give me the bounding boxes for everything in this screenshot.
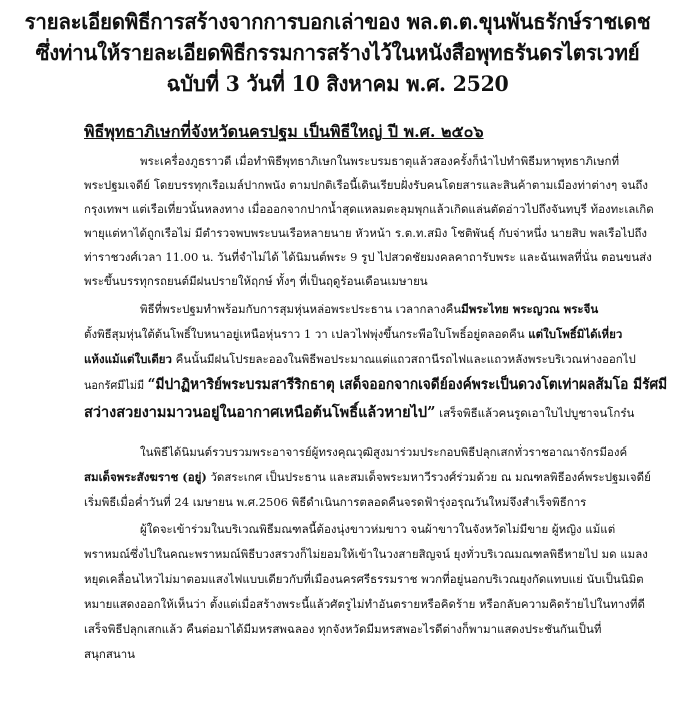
paragraph-2-line-3-bold: แห้งแม้แต่ใบเดียว [84,352,172,366]
paragraph-4-line-3: หยุดเคลื่อนไหวไม่มาตอมแสงไฟแบบเดียวกับที่เมืองนครศรีธรรมราช พวกที่อยู่นอกบริเวณยุงกัดแทบแย่ นับเป็นนิมิต [84,572,644,586]
header-line-2: ซึ่งท่านให้รายละเอียดพิธีกรรมการสร้างไว้ในหนังสือพุทธรันดรไตรเวทย์ [35,40,640,65]
paragraph-1-line-3: กรุงเทพฯ แต่เรือเที่ยวนั้นหลงทาง เมื่อออกจากปากน้ำสุดแหลมตะลุมพุกแล้วเกิดแล่นตัดอ่าวไปถึงจันทบุรี ท้องทะเลเกิด [84,202,654,216]
paragraph-1-line-2: พระปฐมเจดีย์ โดยบรรทุกเรือเมล์ปากพนัง ตามปกติเรือนี้เดินเรียบฝั่งรับคนโดยสารและสินค้าตามเมืองท่าต่างๆ จนถึง [84,178,649,192]
paragraph-3-line-2 [84,469,651,485]
paragraph-2-line-3 [84,351,636,367]
paragraph-3-line-1: ในพิธีได้นิมนต์รวบรวมพระอาจารย์ผู้ทรงคุณวุฒิสูงมาร่วมประกอบพิธีปลุกเสกทั่วราชอาณาจักรมีองค์ [140,445,628,459]
paragraph-4-line-2: พราหมณ์ซึ่งไปในคณะพราหมณ์พิธีบวงสรวงก็ไม่ยอมให้เข้าในวงสายสิญจน์ ยุงทั่วบริเวณมณฑลพิธีหายไป มด แมลง [84,547,648,561]
section-title [84,120,484,145]
paragraph-2-line-5-bold: สว่างสวยงามมาวนอยู่ในอากาศเหนือต้นโพธิ์แล้วหายไป” [84,404,436,421]
paragraph-3-line-2-bold: สมเด็จพระสังฆราช (อยู่) [84,470,207,484]
paragraph-2-line-2 [84,326,622,342]
paragraph-2-line-4-bold: “มีปาฏิหาริย์พระบรมสารีริกธาตุ เสด็จออกจากเจดีย์องค์พระเป็นดวงโตเท่าผลส้มโอ มีรัศมี [147,376,668,393]
paragraph-4-line-4: หมายแสดงออกให้เห็นว่า ตั้งแต่เมื่อสร้างพระนี้แล้วศัตรูไม่ทำอันตรายหรือคิดร้าย หรือกลับความคิดร้ายไปในทางที่ดี [84,597,645,611]
paragraph-4-line-5: เสร็จพิธีปลุกเสกแล้ว คืนต่อมาได้มีมหรสพฉลอง ทุกจังหวัดมีมหรสพอะไรดีต่างก็พามาแสดงประชันกันเป็นที่ [84,622,602,636]
paragraph-1-line-5: ท่าราชวงศ์เวลา 11.00 น. วันที่จำไม่ได้ ได้นิมนต์พระ 9 รูป ไปสวดชัยมงคลคาถารับพระ และฉันเพลที่นั่น ตอนขนส่ง [84,250,652,264]
paragraph-2-line-3-text: คืนนั้นมีฝนโปรยละอองในพิธีพอประมาณแต่แถวสถานีรถไฟและแถวหลังพระบริเวณห่างออกไป [172,352,636,366]
header-line-1: รายละเอียดพิธีการสร้างจากการบอกเล่าของ พล.ต.ต.ขุนพันธรักษ์ราชเดช [24,9,651,34]
paragraph-2-line-5-text: เสร็จพิธีแล้วคนรูดเอาใบไปบูชาจนโกร๋น [435,406,635,420]
section-title-year: ปี พ.ศ. ๒๕๐๖ [382,122,484,141]
paragraph-2-line-4-text: นอกรัศมีไม่มี [84,378,148,392]
paragraph-2-line-2-bold: แต่ใบโพธิ์มิได้เหี่ยว [528,327,623,341]
paragraph-1-line-1: พระเครื่องภูธราวดี เมื่อทำพิธีพุทธาภิเษกในพระบรมธาตุแล้วสองครั้งก็นำไปทำพิธีมหาพุทธาภิเษกที่ [140,154,620,168]
paragraph-3-line-2-text: วัดสระเกศ เป็นประธาน และสมเด็จพระมหาวีรวงศ์ร่วมด้วย ณ มณฑลพิธีองค์พระปฐมเจดีย์ [206,470,651,484]
document-header [0,6,675,99]
paragraph-1-line-4: พายุแต่หาได้ถูกเรือไม่ มีตำรวจพบพระบนเรือหลายนาย หัวหน้า ร.ต.ท.สมิง โชติพันธุ์ กับจ่าหนึ่ง นายสิบ พลเรือไปถึง [84,226,648,240]
paragraph-4-line-1: ผู้ใดจะเข้าร่วมในบริเวณพิธีมณฑลนี้ต้องนุ่งขาวห่มขาว จนผ้าขาวในจังหวัดไม่มีขาย ผู้หญิง แม้แต่ [140,522,616,536]
paragraph-3-line-3: เริ่มพิธีเมื่อค่ำวันที่ 24 เมษายน พ.ศ.2506 พิธีดำเนินการตลอดคืนจรดฟ้ารุ่งอรุณวันใหม่จึงสำเร็จพิธีการ [84,495,587,509]
section-title-main: พิธีพุทธาภิเษกที่จังหวัดนครปฐม เป็นพิธีใหญ่ [84,122,383,141]
paragraph-2-line-5 [84,405,634,421]
header-line-3: ฉบับที่ 3 วันที่ 10 สิงหาคม พ.ศ. 2520 [166,71,509,96]
paragraph-4-line-6: สนุกสนาน [84,647,136,661]
paragraph-2-line-1-text: พิธีที่พระปฐมทำพร้อมกับการสุมหุ่นหล่อพระประธาน เวลากลางคืน [140,302,462,316]
paragraph-2-line-1 [140,301,598,317]
paragraph-2-line-2-text: ตั้งพิธีสุมหุ่นใต้ต้นโพธิ์ใบหนาอยู่เหนือหุ่นราว 1 วา เปลวไฟพุ่งขึ้นกระพือใบโพธิ์อยู่ตลอดคืน [84,327,529,341]
paragraph-2-line-1-bold: มีพระไทย พระญวณ พระจีน [461,302,599,316]
paragraph-1-line-6: พระขึ้นบรรทุกรถยนต์มีฝนปรายให้ฤกษ์ ทั้งๆ ที่เป็นฤดูร้อนเดือนเมษายน [84,274,428,288]
paragraph-2-line-4 [84,377,667,393]
